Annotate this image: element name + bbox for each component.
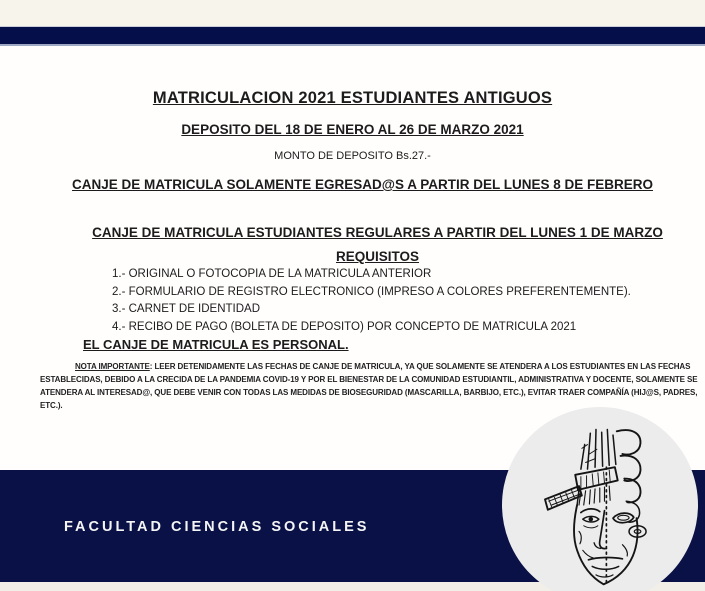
deposit-dates-line: DEPOSITO DEL 18 DE ENERO AL 26 DE MARZO 2021 bbox=[181, 122, 524, 137]
list-item: 4.- RECIBO DE PAGO (BOLETA DE DEPOSITO) POR CONCEPTO DE MATRICULA 2021 bbox=[112, 320, 577, 333]
top-cream-strip bbox=[0, 0, 705, 26]
canje-regulares-line: CANJE DE MATRICULA ESTUDIANTES REGULARES A PARTIR DEL LUNES 1 DE MARZO bbox=[92, 225, 663, 240]
note-line: ATENDERA AL INTERESAD@, QUE DEBE VENIR CON TODAS LAS MEDIDAS DE BIOSEGURIDAD (MASCARILLA, BARBIJO, ETC.), EVITAR TRAER COMPAÑÍA (HIJ@S, PADRES, bbox=[40, 388, 698, 397]
note-label: NOTA IMPORTANTE bbox=[75, 362, 150, 371]
note-text: : LEER DETENIDAMENTE LAS FECHAS DE CANJE DE MATRICULA, YA QUE SOLAMENTE SE ATENDERA A LOS ESTUDIANTES EN LAS FECHAS bbox=[149, 362, 691, 371]
top-navy-bar bbox=[0, 26, 705, 46]
list-item: 1.- ORIGINAL O FOTOCOPIA DE LA MATRICULA ANTERIOR bbox=[112, 268, 432, 280]
list-item: 3.- CARNET DE IDENTIDAD bbox=[112, 303, 261, 316]
faculty-logo-badge bbox=[502, 407, 698, 591]
requisitos-list bbox=[112, 266, 631, 336]
canje-egresados-line: CANJE DE MATRICULA SOLAMENTE EGRESAD@S A PARTIR DEL LUNES 8 DE FEBRERO bbox=[72, 177, 653, 192]
note-line: ESTABLECIDAS, DEBIDO A LA CRECIDA DE LA PANDEMIA COVID-19 Y POR EL BIENESTAR DE LA COMUNIDAD ESTUDIANTIL, ADMINISTRATIVA Y DOCENTE, SOLAMENTE SE bbox=[40, 375, 698, 384]
faculty-split-face-logo-icon bbox=[543, 420, 649, 590]
requisitos-heading: REQUISITOS bbox=[335, 249, 420, 264]
deposit-amount-line: MONTO DE DEPOSITO Bs.27.- bbox=[274, 150, 431, 162]
canje-personal-line: EL CANJE DE MATRICULA ES PERSONAL. bbox=[83, 337, 349, 352]
page-title: MATRICULACION 2021 ESTUDIANTES ANTIGUOS bbox=[152, 89, 553, 107]
note-line: ETC.). bbox=[40, 401, 63, 410]
list-item: 2.- FORMULARIO DE REGISTRO ELECTRONICO (IMPRESO A COLORES PREFERENTEMENTE). bbox=[112, 285, 631, 298]
note-line bbox=[40, 360, 691, 373]
important-note bbox=[40, 360, 698, 412]
faculty-name: FACULTAD CIENCIAS SOCIALES bbox=[64, 519, 370, 535]
